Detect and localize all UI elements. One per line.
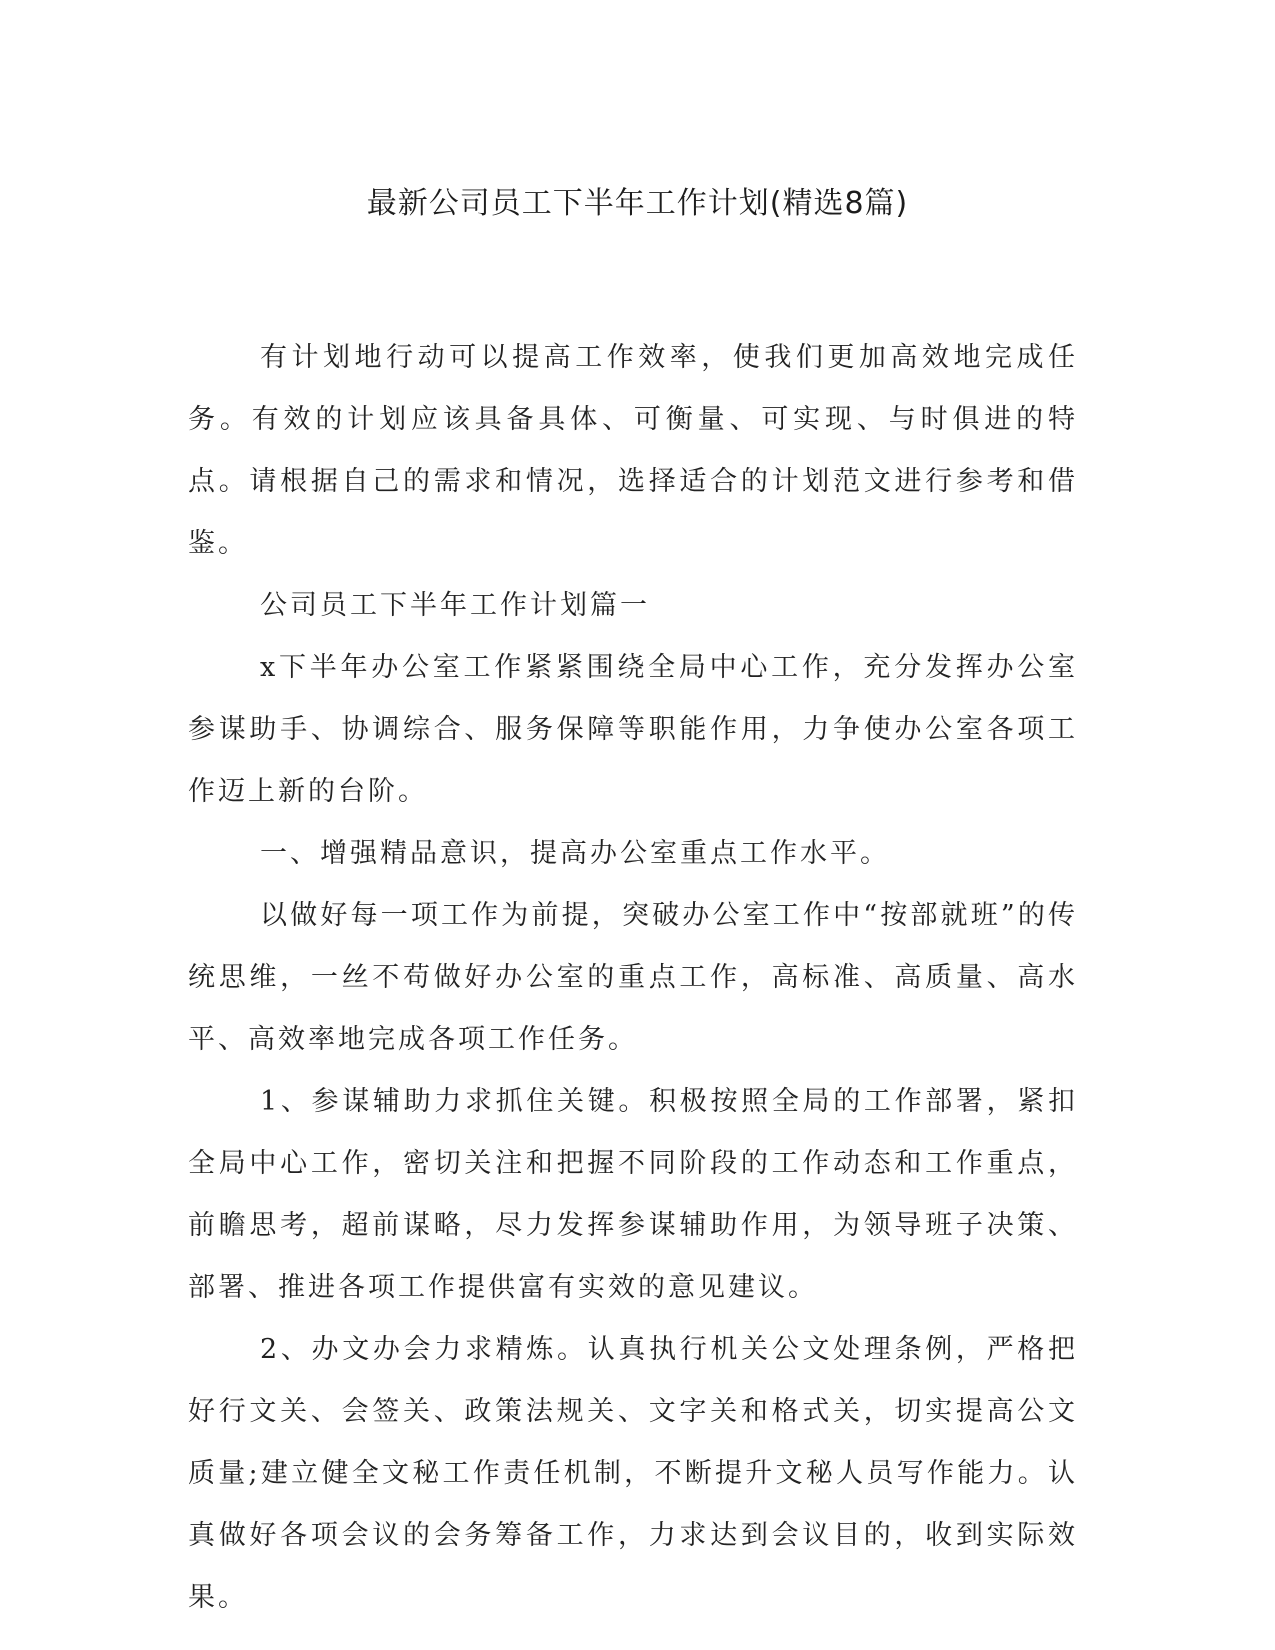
intro-paragraph: 有计划地行动可以提高工作效率，使我们更加高效地完成任务。有效的计划应该具备具体、可衡量、可实现、与时俱进的特点。请根据自己的需求和情况，选择适合的计划范文进行参考和借鉴。	[188, 342, 1078, 559]
list-item-paragraph: 2、办文办会力求精炼。认真执行机关公文处理条例，严格把好行文关、会签关、政策法规关、文字关和格式关，切实提高公文质量;建立健全文秘工作责任机制，不断提升文秘人员写作能力。认真做好各项会议的会务筹备工作，力求达到会议目的，收到实际效果。	[188, 1334, 1078, 1613]
body-paragraph: 以做好每一项工作为前提，突破办公室工作中“按部就班”的传统思维，一丝不苟做好办公室的重点工作，高标准、高质量、高水平、高效率地完成各项工作任务。	[188, 900, 1078, 1055]
subsection-heading: 一、增强精品意识，提高办公室重点工作水平。	[260, 838, 890, 869]
list-item-paragraph: 1、参谋辅助力求抓住关键。积极按照全局的工作部署，紧扣全局中心工作，密切关注和把握不同阶段的工作动态和工作重点，前瞻思考，超前谋略，尽力发挥参谋辅助作用，为领导班子决策、部署、推进各项工作提供富有实效的意见建议。	[188, 1086, 1078, 1303]
body-paragraph: x下半年办公室工作紧紧围绕全局中心工作，充分发挥办公室参谋助手、协调综合、服务保障等职能作用，力争使办公室各项工作迈上新的台阶。	[188, 652, 1078, 807]
document-body	[188, 327, 1078, 1629]
section-heading: 公司员工下半年工作计划篇一	[260, 590, 650, 621]
document-title: 最新公司员工下半年工作计划(精选8篇)	[366, 186, 909, 221]
